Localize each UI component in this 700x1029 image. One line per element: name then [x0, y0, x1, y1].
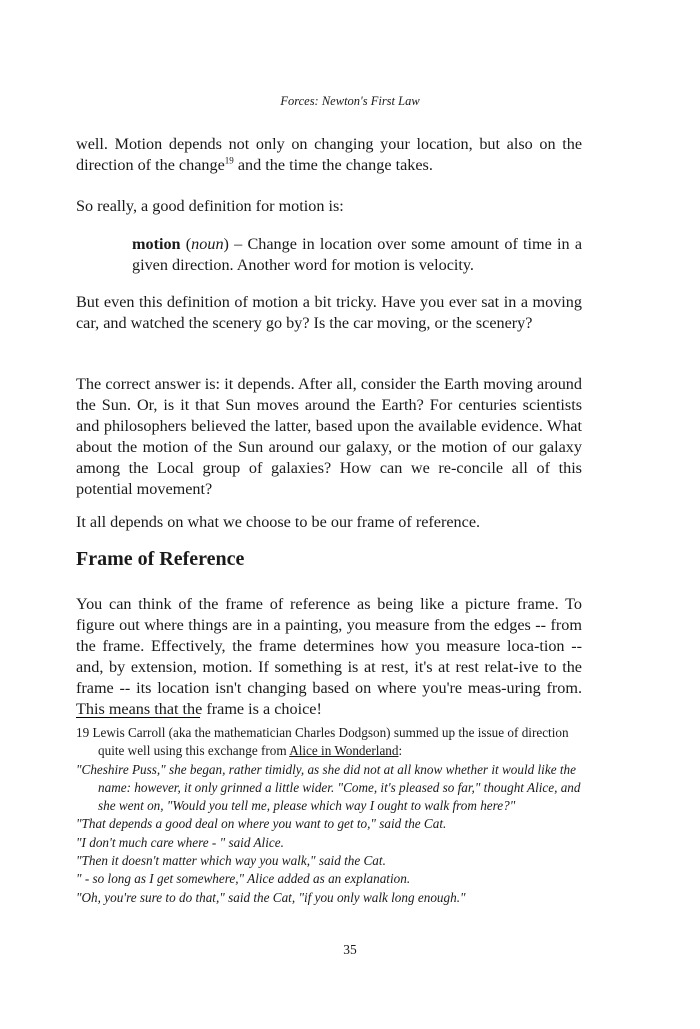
paragraph-text: and the time the change takes.	[233, 156, 433, 174]
quote-line: " - so long as I get somewhere," Alice added as an explanation.	[76, 871, 411, 887]
paragraph-text: well. Motion depends not only on changing your location, but also on the direction of the change	[76, 135, 582, 174]
quote-line: "Oh, you're sure to do that," said the Cat, "if you only walk long enough."	[76, 889, 466, 905]
section-heading: Frame of Reference	[76, 548, 245, 570]
definition-text: – Change in location over some amount of time in a given direction. Another word for motion is velocity.	[132, 235, 583, 274]
paragraph-frame-choice	[76, 512, 582, 533]
page-number: 35	[343, 942, 357, 957]
paragraph-text: So really, a good definition for motion is:	[76, 197, 344, 215]
paragraph-text: The correct answer is: it depends. After all, consider the Earth moving around the Sun. Or, is it that Sun moves around the Earth? For centuries scientists and philosophers believed the latter, based upon the available evidence. What about the motion of the Sun around our galaxy, or the motion of our galaxy among the Local group of galaxies? How can we re-concile all of this potential movement?	[76, 375, 582, 498]
paragraph-text: It all depends on what we choose to be our frame of reference.	[76, 513, 481, 531]
running-header: Forces: Newton's First Law	[280, 94, 420, 108]
paragraph-definition-intro	[76, 196, 582, 217]
footnote-intro	[76, 724, 582, 761]
paragraph-motion-direction	[76, 134, 582, 176]
footnote-divider	[76, 717, 200, 718]
paragraph-text: You can think of the frame of reference as being like a picture frame. To figure out where things are in a painting, you measure from the edges -- from the frame. Effectively, the frame determines how you measure loca-tion -- and, by extension, motion. If something is at rest, it's at rest relat-ive to the frame -- its location isn't changing based on where you're meas-uring from. This means that the frame is a choice!	[76, 595, 582, 718]
paragraph-text: But even this definition of motion a bit tricky. Have you ever sat in a moving car, and watched the scenery go by? Is the car moving, or the scenery?	[76, 293, 582, 332]
quote-line: "That depends a good deal on where you want to get to," said the Cat.	[76, 816, 447, 832]
footnote-text: Lewis Carroll (aka the mathematician Charles Dodgson) summed up the issue of direction quite well using this exchange from	[92, 725, 569, 759]
definition-term: motion	[132, 235, 181, 253]
definition-part-of-speech: noun	[191, 235, 224, 253]
definition-block: motion (noun) – Change in location over some amount of time in a given direction. Another word for motion is velocity.	[132, 235, 583, 274]
paragraph-moving-car	[76, 292, 582, 334]
footnote-block	[76, 724, 582, 907]
quote-line: "Then it doesn't matter which way you walk," said the Cat.	[76, 853, 386, 869]
book-title-link[interactable]: Alice in Wonderland	[289, 743, 399, 759]
quote-line: "I don't much care where - " said Alice.	[76, 834, 284, 850]
quote-line: "Cheshire Puss," she began, rather timidly, as she did not at all know whether it would like the name: however, it only grinned a little wider. "Come, it's pleased so far," thought Alice, and she went on, "Would you tell me, please which way I ought to walk from here?"	[76, 761, 581, 814]
footnote-reference[interactable]: 19	[224, 155, 234, 166]
paragraph-picture-frame	[76, 594, 582, 720]
paragraph-it-depends	[76, 374, 582, 500]
footnote-number: 19	[76, 725, 90, 740]
footnote-punctuation: :	[398, 743, 403, 759]
